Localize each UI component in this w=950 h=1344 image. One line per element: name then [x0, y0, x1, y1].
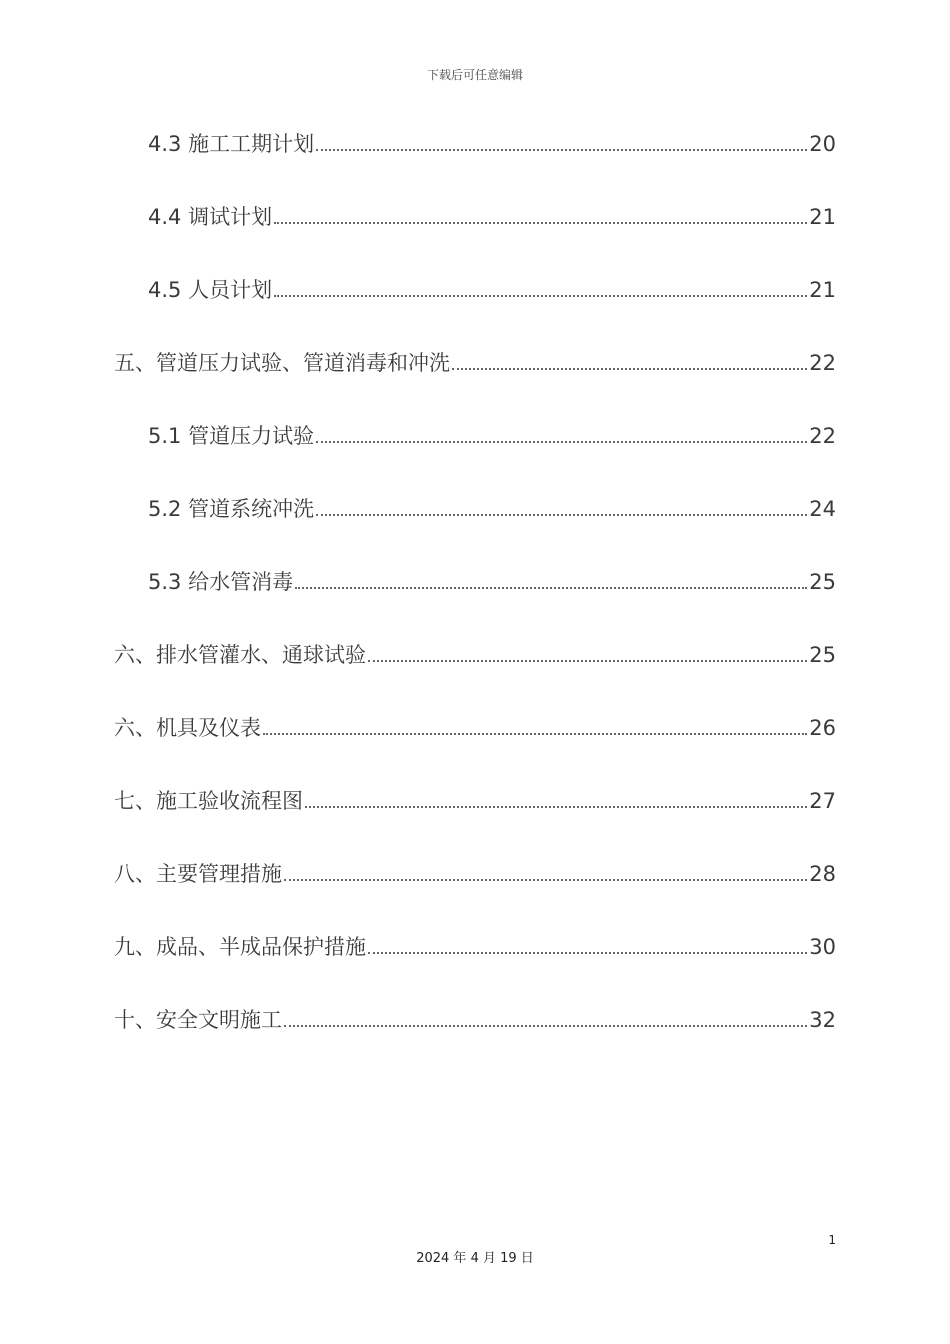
toc-dot-leader: [316, 513, 807, 516]
toc-entry-page: 20: [809, 132, 836, 156]
toc-dot-leader: [295, 586, 807, 589]
toc-entry-title: 五、管道压力试验、管道消毒和冲洗: [114, 351, 450, 375]
toc-entry-page: 22: [809, 424, 836, 448]
toc-entry-page: 25: [809, 570, 836, 594]
toc-entry-page: 21: [809, 278, 836, 302]
toc-entry[interactable]: [148, 566, 836, 602]
toc-entry-title: 七、施工验收流程图: [114, 789, 303, 813]
toc-dot-leader: [274, 294, 807, 297]
toc-entry-title: 九、成品、半成品保护措施: [114, 935, 366, 959]
toc-entry[interactable]: [148, 201, 836, 237]
toc-dot-leader: [274, 221, 807, 224]
toc-entry-title: 八、主要管理措施: [114, 862, 282, 886]
toc-entry-page: 22: [809, 351, 836, 375]
toc-dot-leader: [284, 878, 807, 881]
toc-entry-title: 4.4 调试计划: [148, 205, 273, 229]
toc-entry-page: 30: [809, 935, 836, 959]
toc-entry[interactable]: [114, 639, 836, 675]
toc-entry-page: 28: [809, 862, 836, 886]
toc-entry-page: 24: [809, 497, 836, 521]
toc-dot-leader: [368, 951, 807, 954]
toc-entry-title: 4.5 人员计划: [148, 278, 273, 302]
page-number: 1: [828, 1233, 836, 1247]
toc-entry-page: 27: [809, 789, 836, 813]
toc-entry-title: 5.1 管道压力试验: [148, 424, 315, 448]
toc-entry-title: 六、排水管灌水、通球试验: [114, 643, 366, 667]
toc-entry-title: 5.3 给水管消毒: [148, 570, 294, 594]
toc-dot-leader: [368, 659, 807, 662]
toc-entry-title: 5.2 管道系统冲洗: [148, 497, 315, 521]
page-footer-date: 2024 年 4 月 19 日: [416, 1251, 534, 1266]
toc-entry-title: 十、安全文明施工: [114, 1008, 282, 1032]
toc-dot-leader: [284, 1024, 807, 1027]
toc-dot-leader: [263, 732, 807, 735]
page-header: 下载后可任意编辑: [426, 68, 523, 82]
toc-dot-leader: [305, 805, 807, 808]
toc-entry-title: 六、机具及仪表: [114, 716, 261, 740]
toc-entry[interactable]: [114, 1004, 836, 1040]
toc-entry-page: 21: [809, 205, 836, 229]
toc-entry[interactable]: [114, 712, 836, 748]
toc-dot-leader: [452, 367, 807, 370]
toc-dot-leader: [316, 440, 807, 443]
toc-entry-page: 25: [809, 643, 836, 667]
toc-entry[interactable]: [148, 274, 836, 310]
toc-dot-leader: [316, 148, 807, 151]
toc-entry[interactable]: [114, 858, 836, 894]
toc-entry-page: 26: [809, 716, 836, 740]
toc-entry[interactable]: [148, 420, 836, 456]
toc-entry[interactable]: [114, 785, 836, 821]
toc-entry[interactable]: [148, 128, 836, 164]
toc-entry-title: 4.3 施工工期计划: [148, 132, 315, 156]
toc-entry[interactable]: [114, 347, 836, 383]
toc-entry[interactable]: [114, 931, 836, 967]
toc-entry[interactable]: [148, 493, 836, 529]
toc-entry-page: 32: [809, 1008, 836, 1032]
